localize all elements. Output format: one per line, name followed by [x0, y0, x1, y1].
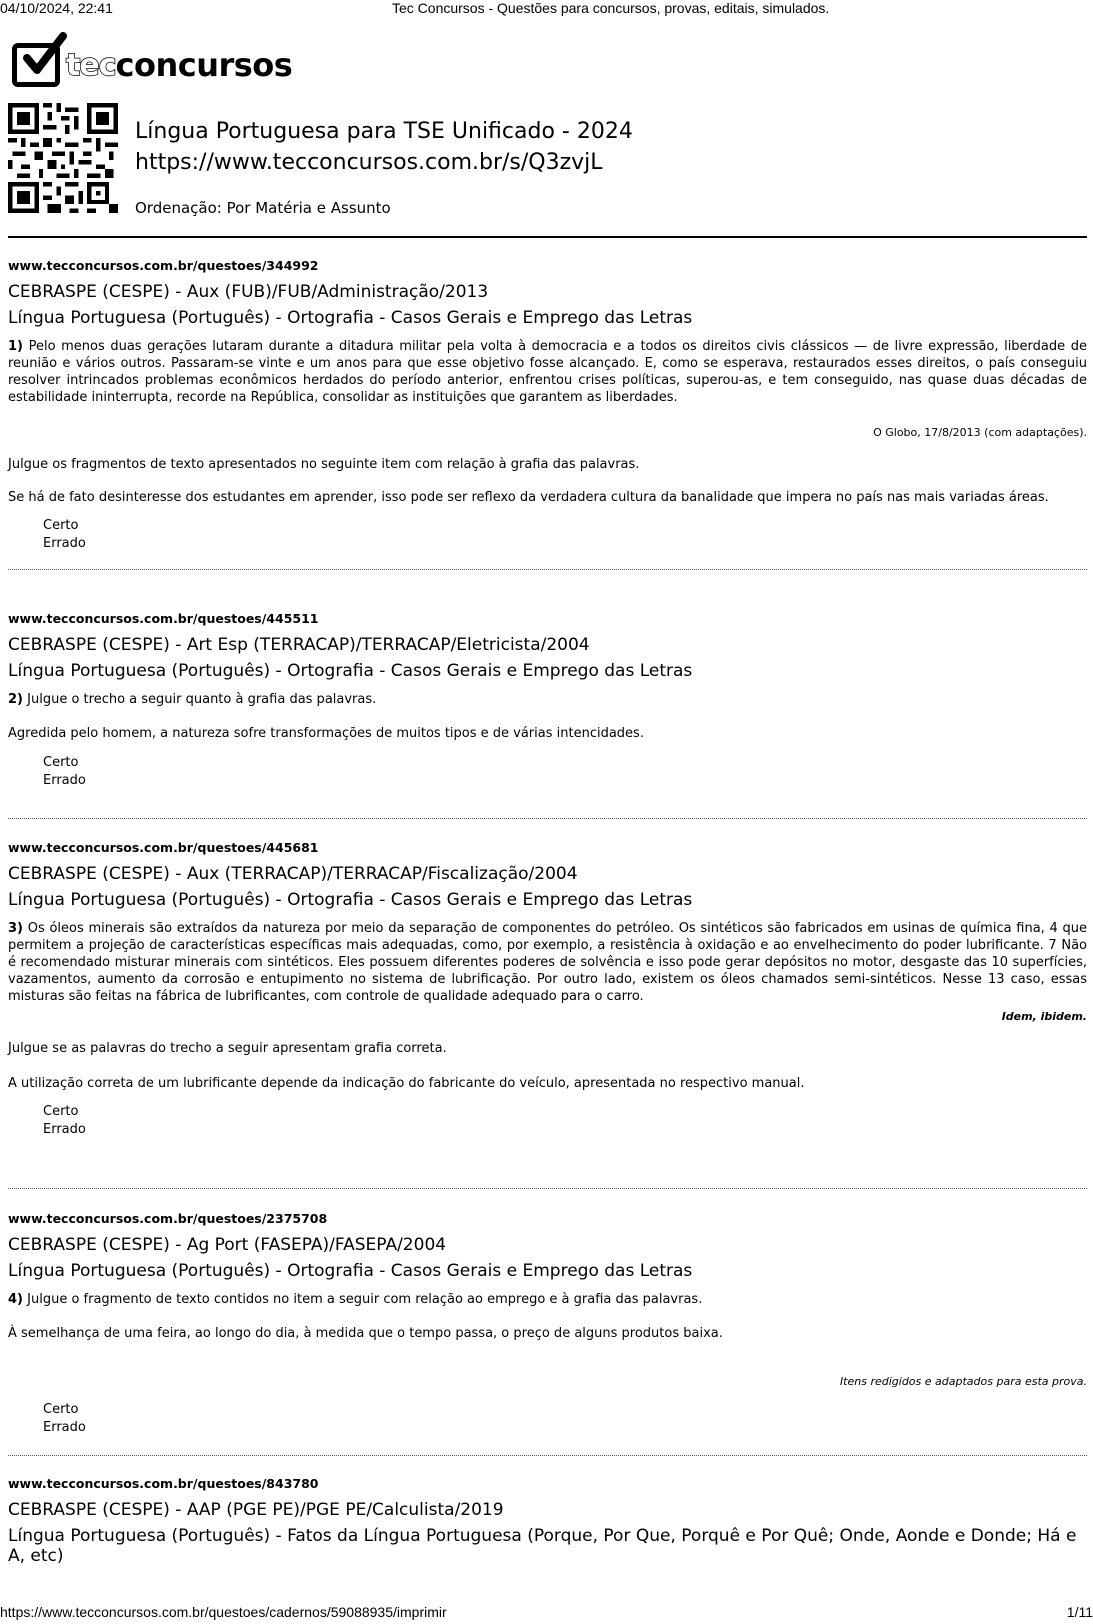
question-statement: Agredida pelo homem, a natureza sofre transformações de muitos tipos e de várias intencidades.	[8, 726, 644, 741]
option-errado[interactable]: Errado	[43, 773, 86, 788]
question-link[interactable]: www.tecconcursos.com.br/questoes/2375708	[8, 1211, 328, 1226]
caderno-short-url[interactable]: https://www.tecconcursos.com.br/s/Q3zvjL	[135, 150, 603, 175]
question-subject: Língua Portuguesa (Português) - Fatos da Língua Portuguesa (Porque, Por Que, Porquê e Por Quê; Onde, Aonde e Donde; Há e A, etc)	[8, 1526, 1077, 1566]
question-institution: CEBRASPE (CESPE) - Aux (FUB)/FUB/Administração/2013	[8, 282, 489, 302]
option-certo[interactable]: Certo	[43, 518, 79, 533]
question-statement: À semelhança de uma feira, ao longo do dia, à medida que o tempo passa, o preço de alguns produtos baixa.	[8, 1326, 723, 1341]
print-datetime: 04/10/2024, 22:41	[0, 0, 113, 16]
logo-text-prefix: tec	[66, 47, 116, 83]
question-link[interactable]: www.tecconcursos.com.br/questoes/344992	[8, 258, 319, 273]
question-subject: Língua Portuguesa (Português) - Ortografia - Casos Gerais e Emprego das Letras	[8, 1261, 693, 1281]
question-source: O Globo, 17/8/2013 (com adaptações).	[873, 426, 1087, 439]
question-subject: Língua Portuguesa (Português) - Ortografia - Casos Gerais e Emprego das Letras	[8, 308, 693, 328]
question-body: Os óleos minerais são extraídos da natureza por meio da separação de componentes do petróleo. Os sintéticos são fabricados em usinas de química fina, 4 que permitem a projeção de características específicas mais adequadas, como, por exemplo, a resistência à oxidação e ao envelhecimento do poder lubrificante. 7 Não é recomendado misturar minerais com sintéticos. Eles possuem diferentes poderes de solvência e isso pode gerar depósitos no motor, desgaste das 10 superfícies, vazamentos, aumento da corrosão e entupimento no sistema de lubrificação. Por outro lado, existem os óleos chamados semi-sintéticos. Nesse 13 caso, essas misturas são feitas na fábrica de lubrificantes, com controle de qualidade adequado para o carro.	[8, 921, 1087, 1004]
question-link[interactable]: www.tecconcursos.com.br/questoes/445511	[8, 611, 319, 626]
question-instruction: Julgue se as palavras do trecho a seguir apresentam grafia correta.	[8, 1041, 447, 1056]
question-body: Julgue o trecho a seguir quanto à grafia das palavras.	[27, 692, 377, 707]
option-errado[interactable]: Errado	[43, 1420, 86, 1435]
caderno-ordering: Ordenação: Por Matéria e Assunto	[135, 199, 391, 217]
header-divider	[8, 236, 1087, 238]
print-page-title: Tec Concursos - Questões para concursos, provas, editais, simulados.	[392, 0, 830, 16]
question-body: Pelo menos duas gerações lutaram durante a ditadura militar pela volta à democracia e a todos os direitos civis clássicos — de livre expressão, liberdade de reunião e vários outros. Passaram-se vinte e um anos para que esse objetivo fosse alcançado. E, como se esperava, restaurados esses direitos, o país conseguiu resolver intrincados problemas econômicos herdados do período anterior, enfrentou crises políticas, superou-as, e tem conseguido, nas quase duas décadas de estabilidade ininterrupta, recorde na República, consolidar as instituições que garantem as liberdades.	[8, 339, 1087, 405]
question-number: 4)	[8, 1292, 23, 1307]
option-errado[interactable]: Errado	[43, 1122, 86, 1137]
question-text	[8, 920, 1087, 1005]
question-institution: CEBRASPE (CESPE) - Art Esp (TERRACAP)/TERRACAP/Eletricista/2004	[8, 635, 590, 655]
question-link[interactable]: www.tecconcursos.com.br/questoes/445681	[8, 840, 319, 855]
question-body: Julgue o fragmento de texto contidos no item a seguir com relação ao emprego e à grafia das palavras.	[27, 1292, 703, 1307]
logo-text-suffix: concursos	[115, 46, 293, 84]
tecconcursos-logo	[12, 40, 292, 90]
qr-code-icon	[8, 103, 118, 213]
print-page-url: https://www.tecconcursos.com.br/questoes/cadernos/59088935/imprimir	[0, 1604, 447, 1620]
checkmark-logo-icon	[12, 43, 60, 87]
question-instruction: Julgue os fragmentos de texto apresentados no seguinte item com relação à grafia das palavras.	[8, 457, 640, 472]
option-errado[interactable]: Errado	[43, 536, 86, 551]
question-source: Idem, ibidem.	[1001, 1010, 1087, 1023]
question-divider	[8, 569, 1087, 570]
question-divider	[8, 1188, 1087, 1189]
question-number: 2)	[8, 692, 23, 707]
question-link[interactable]: www.tecconcursos.com.br/questoes/843780	[8, 1476, 319, 1491]
question-number: 3)	[8, 921, 23, 936]
print-footer	[0, 1604, 1093, 1622]
print-page-number: 1/11	[1066, 1604, 1093, 1620]
option-certo[interactable]: Certo	[43, 755, 79, 770]
option-certo[interactable]: Certo	[43, 1402, 79, 1417]
caderno-title: Língua Portuguesa para TSE Unificado - 2024	[135, 119, 633, 144]
question-divider	[8, 818, 1087, 819]
question-subject: Língua Portuguesa (Português) - Ortografia - Casos Gerais e Emprego das Letras	[8, 661, 693, 681]
question-text	[8, 338, 1087, 406]
question-text	[8, 1291, 1087, 1308]
print-header	[0, 0, 1093, 18]
question-source: Itens redigidos e adaptados para esta prova.	[839, 1375, 1087, 1388]
question-institution: CEBRASPE (CESPE) - Ag Port (FASEPA)/FASEPA/2004	[8, 1235, 447, 1255]
question-statement: Se há de fato desinteresse dos estudantes em aprender, isso pode ser reflexo da verdadera cultura da banalidade que impera no país nas mais variadas áreas.	[8, 490, 1049, 505]
question-statement: A utilização correta de um lubrificante depende da indicação do fabricante do veículo, apresentada no respectivo manual.	[8, 1076, 805, 1091]
question-subject: Língua Portuguesa (Português) - Ortografia - Casos Gerais e Emprego das Letras	[8, 890, 693, 910]
question-text	[8, 691, 1087, 708]
question-number: 1)	[8, 339, 23, 354]
question-institution: CEBRASPE (CESPE) - Aux (TERRACAP)/TERRACAP/Fiscalização/2004	[8, 864, 578, 884]
question-institution: CEBRASPE (CESPE) - AAP (PGE PE)/PGE PE/Calculista/2019	[8, 1500, 504, 1520]
question-divider	[8, 1455, 1087, 1456]
option-certo[interactable]: Certo	[43, 1104, 79, 1119]
